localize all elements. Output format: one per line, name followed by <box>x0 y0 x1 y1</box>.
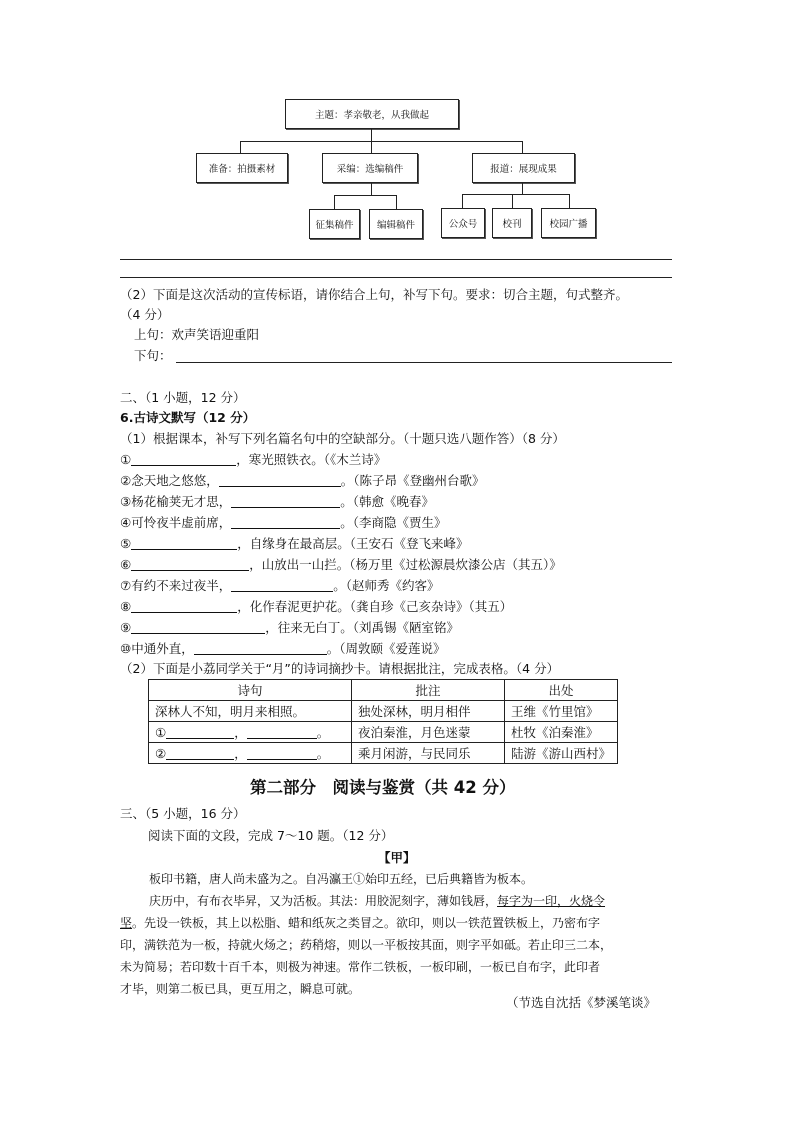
poem-item-pre: ⑥ <box>120 557 132 572</box>
q2-prompt: （2）下面是这次活动的宣传标语，请你结合上句，补写下句。要求：切合主题，句式整齐。 <box>120 287 628 302</box>
q2-lower-label: 下句： <box>134 348 172 363</box>
poem-item-post: 。（赵师秀《约客》 <box>333 578 440 593</box>
table-cell: 独处深林，明月相伴 <box>351 701 504 722</box>
q6-title: 6.古诗文默写（12 分） <box>120 410 256 425</box>
fill-blank[interactable] <box>219 474 341 487</box>
passage-para-2-line-1 <box>149 893 605 909</box>
poem-item-post: 。（李商隐《贾生》 <box>340 515 447 530</box>
table-cell: 杜牧《泊秦淮》 <box>504 722 617 743</box>
poem-item-10 <box>120 641 445 657</box>
poem-item-pre: ⑦有约不来过夜半， <box>120 578 232 593</box>
poem-item-pre: ④可怜夜半虚前席， <box>120 515 232 530</box>
chart-connector <box>334 195 335 209</box>
poem-item-3 <box>120 494 434 510</box>
chart-box-baodao: 报道：展现成果 <box>472 153 575 183</box>
chart-connector <box>240 141 522 142</box>
poem-item-pre: ⑩中通外直， <box>120 641 194 656</box>
fill-blank[interactable] <box>231 495 340 508</box>
fill-blank[interactable] <box>131 537 237 550</box>
poem-item-6 <box>120 557 562 573</box>
table-row <box>149 701 618 722</box>
table-cell: 王维《竹里馆》 <box>504 701 617 722</box>
q2-lower-blank[interactable] <box>176 362 672 363</box>
fill-blank[interactable] <box>131 600 237 613</box>
chart-connector <box>371 141 372 153</box>
poem-item-pre: ⑧ <box>120 599 132 614</box>
passage-jia-label: 【甲】 <box>378 850 416 865</box>
chart-connector <box>371 129 372 141</box>
passage-para-2-line-3: 印，满铁范为一板，持就火炀之；药稍熔，则以一平板按其面，则字平如砥。若止印三二本， <box>120 938 613 952</box>
poem-item-post: ，化作春泥更护花。（龚自珍《己亥杂诗》（其五） <box>237 599 513 614</box>
passage-underlined-text: 每字为一印，火烧令 <box>497 894 606 908</box>
passage-underlined-text: 坚 <box>120 916 133 930</box>
chart-box-xiaokan: 校刊 <box>492 208 532 238</box>
fill-blank[interactable] <box>131 558 249 571</box>
table-header-cell: 诗句 <box>149 680 352 701</box>
poem-item-post: 。（周敦颐《爱莲说》 <box>326 641 446 656</box>
fill-blank[interactable] <box>131 453 236 466</box>
fill-blank[interactable] <box>247 747 317 760</box>
section-two-heading: 二、（1 小题，12 分） <box>120 390 246 405</box>
fill-blank[interactable] <box>166 747 234 760</box>
poem-item-post: ，往来无白丁。（刘禹锡《陋室铭》 <box>265 620 459 635</box>
fill-blank[interactable] <box>166 726 234 739</box>
chart-box-bianji: 编辑稿件 <box>369 209 423 239</box>
chart-box-zhengji: 征集稿件 <box>309 209 360 239</box>
poem-item-pre: ②念天地之悠悠， <box>120 473 219 488</box>
chart-box-zhunbei: 准备：拍摄素材 <box>196 153 288 183</box>
answer-line[interactable] <box>120 277 672 278</box>
chart-connector <box>334 195 396 196</box>
table-cell: 陆游《游山西村》 <box>504 743 617 764</box>
table-header-cell: 出处 <box>504 680 617 701</box>
poem-item-pre: ⑨ <box>120 620 132 635</box>
poem-item-pre: ① <box>120 452 132 467</box>
table-row <box>149 722 618 743</box>
chart-connector <box>371 183 372 195</box>
chart-box-caibian: 采编：选编稿件 <box>322 153 418 183</box>
table-cell-label: ② <box>155 746 167 761</box>
poem-item-post: 。（韩愈《晚春》 <box>340 494 434 509</box>
moon-poem-card-table <box>148 679 618 764</box>
fill-blank[interactable] <box>247 726 317 739</box>
table-cell: 乘月闲游，与民同乐 <box>351 743 504 764</box>
poem-item-pre: ⑤ <box>120 536 132 551</box>
chart-box-gongzhonghao: 公众号 <box>441 208 485 238</box>
poem-item-8 <box>120 599 512 615</box>
passage-source: （节选自沈括《梦溪笔谈》 <box>506 995 657 1010</box>
fill-blank[interactable] <box>231 579 333 592</box>
poem-item-4 <box>120 515 446 531</box>
q2-score: （4 分） <box>120 307 170 322</box>
table-header-cell: 批注 <box>351 680 504 701</box>
poem-item-post: ，自缘身在最高层。（王安石《登飞来峰》 <box>237 536 469 551</box>
fill-blank[interactable] <box>194 642 327 655</box>
poem-item-9 <box>120 620 459 636</box>
chart-box-guangbo: 校园广播 <box>541 208 596 238</box>
table-cell: 深林人不知，明月来相照。 <box>149 701 352 722</box>
chart-connector <box>512 194 513 208</box>
section-three-heading: 三、（5 小题，16 分） <box>120 806 246 821</box>
passage-para-2-line-5: 才毕，则第二板已具，更互用之，瞬息可就。 <box>120 982 361 996</box>
q6-1-prompt: （1）根据课本，补写下列名篇名句中的空缺部分。（十题只选八题作答）（8 分） <box>120 431 565 446</box>
chart-connector <box>462 194 463 208</box>
answer-line[interactable] <box>120 259 672 260</box>
poem-item-7 <box>120 578 439 594</box>
poem-item-2 <box>120 473 484 489</box>
poem-item-post: ，山放出一山拦。（杨万里《过松源晨炊漆公店（其五）》 <box>249 557 562 572</box>
q6-2-prompt: （2）下面是小荔同学关于“月”的诗词摘抄卡。请根据批注，完成表格。（4 分） <box>120 661 560 676</box>
chart-connector <box>522 183 523 194</box>
poem-item-post: ，寒光照铁衣。（《木兰诗》 <box>236 452 387 467</box>
table-cell-blank[interactable]: ① ， 。 <box>149 722 352 743</box>
passage-para-2-line-2 <box>120 915 600 931</box>
chart-connector <box>569 194 570 208</box>
poem-item-1 <box>120 452 386 468</box>
table-cell: 夜泊秦淮，月色迷蒙 <box>351 722 504 743</box>
fill-blank[interactable] <box>131 621 265 634</box>
q2-upper-line: 上句：欢声笑语迎重阳 <box>134 327 260 342</box>
chart-connector <box>396 195 397 209</box>
chart-root-box: 主题：孝亲敬老，从我做起 <box>285 99 459 129</box>
table-row <box>149 743 618 764</box>
poem-item-post: 。（陈子昂《登幽州台歌》 <box>340 473 485 488</box>
table-header-row <box>149 680 618 701</box>
reading-intro: 阅读下面的文段，完成 7～10 题。（12 分） <box>148 828 394 843</box>
chart-connector <box>462 194 569 195</box>
table-cell-blank[interactable]: ② ， 。 <box>149 743 352 764</box>
passage-text: 。先设一铁板，其上以松脂、蜡和纸灰之类冒之。欲印，则以一铁范置铁板上，乃密布字 <box>132 916 601 930</box>
passage-text: 庆历中，有布衣毕昇，又为活板。其法：用胶泥刻字，薄如钱唇， <box>149 894 498 908</box>
chart-connector <box>522 141 523 153</box>
table-cell-label: ① <box>155 725 167 740</box>
passage-para-2-line-4: 未为简易；若印数十百千本，则极为神速。常作二铁板，一板印刷，一板已自布字，此印者 <box>120 960 601 974</box>
poem-item-pre: ③杨花榆荚无才思， <box>120 494 232 509</box>
passage-para-1: 板印书籍，唐人尚未盛为之。自冯瀛王①始印五经，已后典籍皆为板本。 <box>149 872 534 886</box>
poem-item-5 <box>120 536 468 552</box>
part-two-title: 第二部分 阅读与鉴赏（共 42 分） <box>250 778 516 797</box>
fill-blank[interactable] <box>231 516 340 529</box>
chart-connector <box>240 141 241 153</box>
